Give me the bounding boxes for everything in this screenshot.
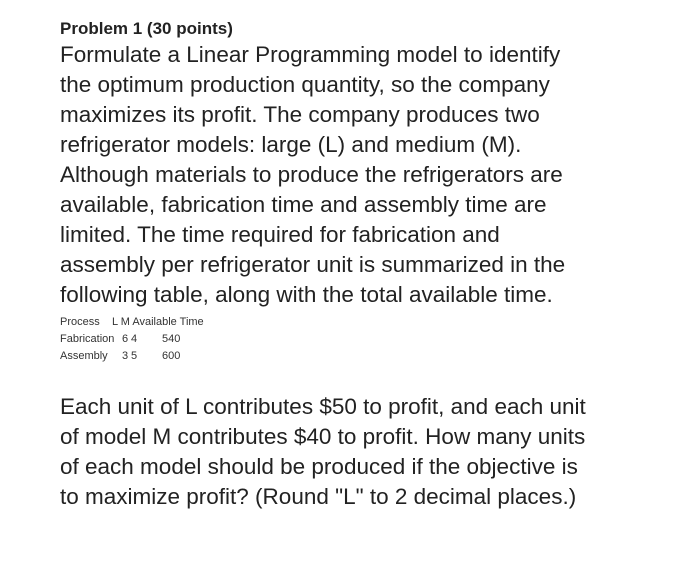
problem-document [60, 18, 660, 512]
intro-line: Formulate a Linear Programming model to identify [60, 42, 561, 67]
table-row [60, 348, 660, 365]
problem-intro [60, 40, 660, 310]
intro-line: refrigerator models: large (L) and medium (M). [60, 132, 522, 157]
cell-m: 4 [131, 333, 138, 345]
question-line: Each unit of L contributes $50 to profit, and each unit [60, 394, 586, 419]
intro-line: assembly per refrigerator unit is summarized in the [60, 252, 566, 277]
cell-process: Assembly [60, 350, 108, 362]
question-line: to maximize profit? (Round "L" to 2 decimal places.) [60, 484, 577, 509]
cell-process: Fabrication [60, 333, 115, 345]
intro-line: limited. The time required for fabrication and [60, 222, 500, 247]
cell-available: 540 [162, 333, 181, 345]
time-table [60, 314, 660, 365]
problem-title: Problem 1 (30 points) [60, 19, 233, 38]
intro-line: maximizes its profit. The company produces two [60, 102, 540, 127]
intro-line: available, fabrication time and assembly time are [60, 192, 547, 217]
cell-l: 6 [122, 333, 129, 345]
intro-line: Although materials to produce the refrigerators are [60, 162, 563, 187]
cell-m: 5 [131, 350, 138, 362]
table-header [60, 314, 660, 331]
problem-question [60, 392, 660, 512]
question-line: of model M contributes $40 to profit. How many units [60, 424, 586, 449]
question-line: of each model should be produced if the objective is [60, 454, 578, 479]
intro-line: the optimum production quantity, so the company [60, 72, 550, 97]
table-row [60, 331, 660, 348]
cell-available: 600 [162, 350, 181, 362]
cell-l: 3 [122, 350, 129, 362]
intro-line: following table, along with the total available time. [60, 282, 553, 307]
table-header-text: Process L M Available Time [60, 316, 204, 328]
